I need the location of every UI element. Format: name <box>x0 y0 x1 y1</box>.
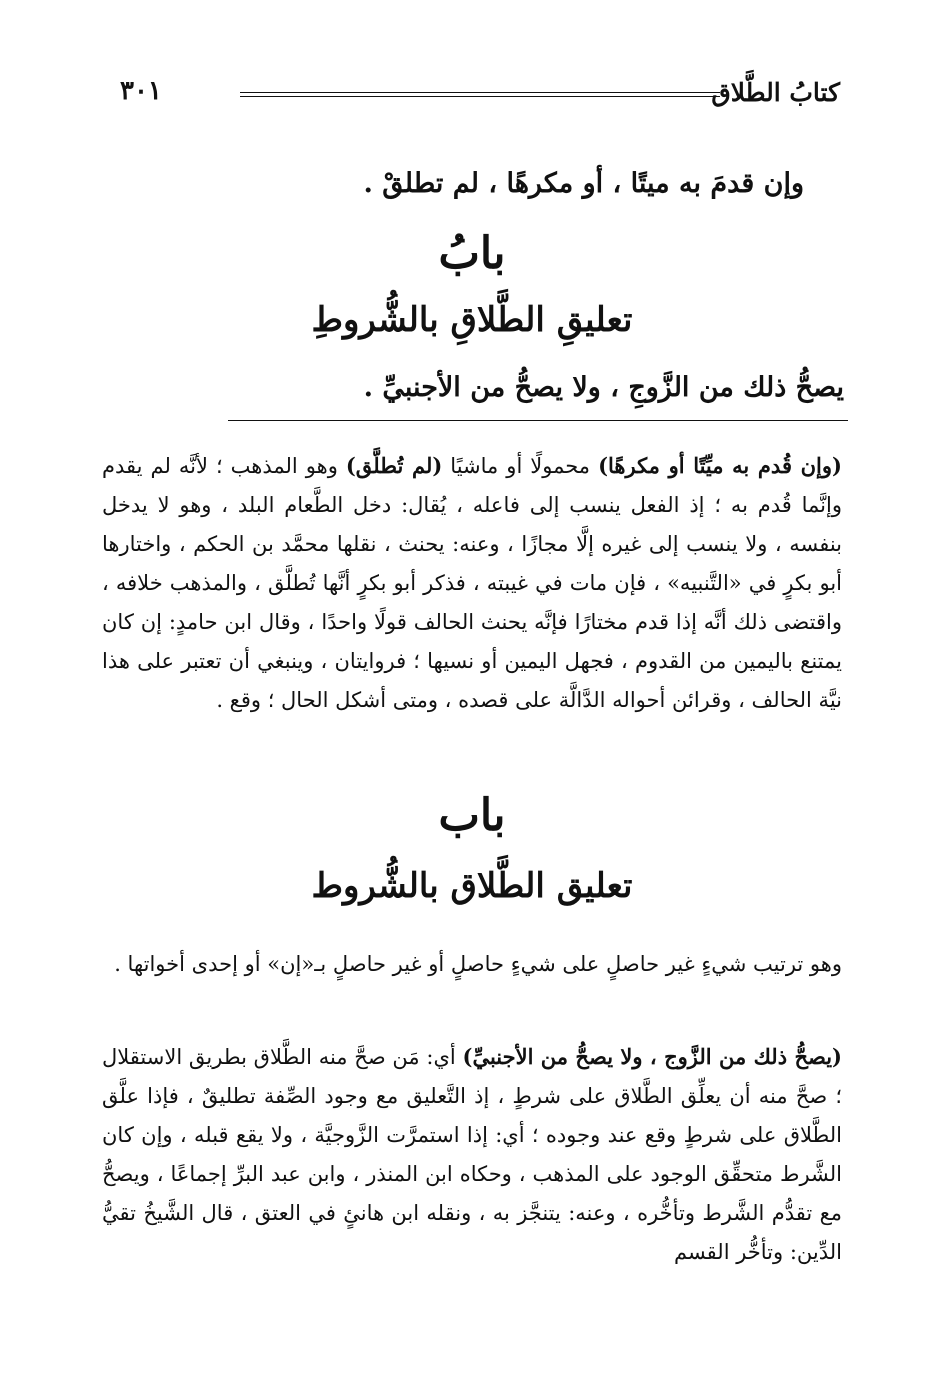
section-chapter-title: تعليق الطَّلاق بالشُّروط <box>311 866 633 906</box>
page-number: ٣٠١ <box>120 76 162 106</box>
quoted-matn: (لم تُطلَّق) <box>345 453 443 478</box>
section-bab-heading: باب <box>438 790 506 841</box>
matn-separator-rule <box>228 420 848 421</box>
matn-line-1: وإن قدمَ به ميتًا ، أو مكرهًا ، لم تطلقْ . <box>363 168 804 199</box>
commentary-text: وهو المذهب ؛ لأنَّه لم يقدم وإنَّما قُدم به ؛ إذ الفعل ينسب إلى فاعله ، يُقال: دخل الطَّعام البلد ، وهو لا يدخل بنفسه ، ولا ينسب إلى غيره إلَّا مجازًا ، وعنه: يحنث ، نقلها محمَّد بن الحكم ، واختارها أبو بكرٍ في «التَّنبيه» ، فإن مات في غيبته ، فذكر أبو بكرٍ أنَّها تُطلَّق ، والمذهب خلافه ، واقتضى ذلك أنَّه إذا قدم مختارًا فإنَّه يحنث الحالف قولًا واحدًا ، وقال ابن حامدٍ: إن كان يمتنع باليمين من القدوم ، فجهل اليمين أو نسيها ؛ فروايتان ، وينبغي أن تعتبر على هذا نيَّة الحالف ، وقرائن أحواله الدَّالَّة على قصده ، ومتى أشكل الحال ؛ وقع . <box>102 454 842 712</box>
matn-line-2: يصحُّ ذلك من الزَّوجِ ، ولا يصحُّ من الأجنبيِّ . <box>363 372 844 403</box>
quoted-matn: (وإن قُدم به ميِّتًا أو مكرهًا) <box>598 453 842 478</box>
header-rule <box>240 92 720 97</box>
definition-paragraph: وهو ترتيب شيءٍ غير حاصلٍ على شيءٍ حاصلٍ أو غير حاصلٍ بـ«إن» أو إحدى أخواتها . <box>114 952 842 976</box>
sharh-paragraph-1 <box>102 446 842 720</box>
sharh-paragraph-2 <box>102 1037 842 1272</box>
commentary-text: أي: مَن صحَّ منه الطَّلاق بطريق الاستقلال ؛ صحَّ منه أن يعلِّق الطَّلاق على شرطٍ ، إذ التَّعليق مع وجود الصِّفة تطليقٌ ، فإذا علَّق الطَّلاق على شرطٍ وقع عند وجوده ؛ أي: إذا استمرَّت الزَّوجيَّة ، ولا يقع قبله ، وإن كان الشَّرط متحقِّق الوجود على المذهب ، وحكاه ابن المنذر ، وابن عبد البرِّ إجماعًا ، ويصحُّ مع تقدُّم الشَّرط وتأخُّره ، وعنه: يتنجَّز به ، ونقله ابن هانئٍ في العتق ، قال الشَّيخُ تقيُّ الدِّين: وتأخُّر القسم <box>102 1045 842 1264</box>
running-title: كتابُ الطَّلاق <box>711 78 840 107</box>
bab-heading: بابُ <box>438 228 506 279</box>
quoted-matn: (يصحُّ ذلك من الزَّوج ، ولا يصحُّ من الأجنبيِّ) <box>462 1044 842 1069</box>
chapter-title: تعليقِ الطَّلاقِ بالشُّروطِ <box>311 300 633 340</box>
page-header <box>120 72 840 122</box>
commentary-text: محمولًا أو ماشيًا <box>442 454 599 478</box>
